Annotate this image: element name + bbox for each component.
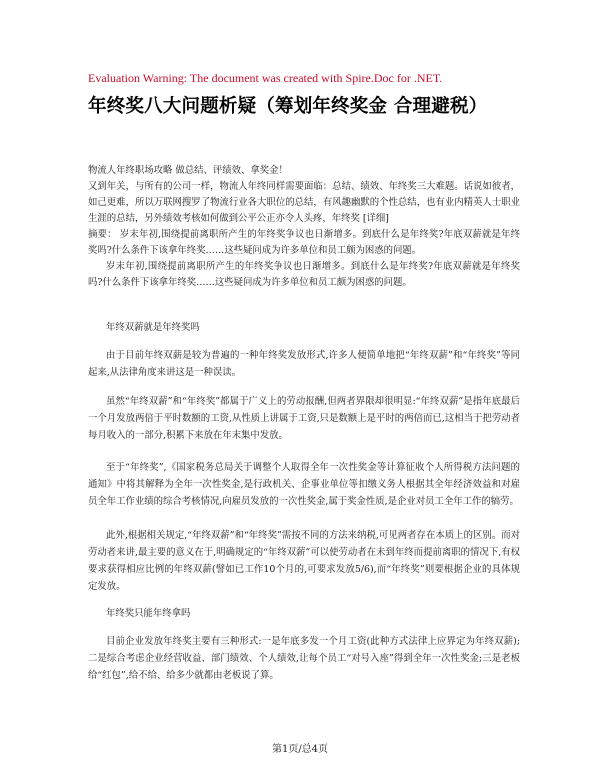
- intro-repeat-paragraph: 岁末年初,围绕提前离职所产生的年终奖争议也日渐增多。到底什么是年终奖?年底双薪就是年终奖吗?什么条件下该拿年终奖……这些疑问成为许多单位和员工颇为困惑的问题。: [88, 261, 520, 288]
- section1-paragraph-2: 虽然“年终双薪”和“年终奖”都属于广义上的劳动报酬,但两者界限却很明显:“年终双薪”是指年底最后一个月发放两倍于平时数额的工资,从性质上讲属于工资,只是数额上是平时的两倍而已,这相当于把劳动者每月收入的一部分,积累下来放在年末集中发放。: [88, 396, 520, 441]
- abstract-paragraph: 摘要： 岁末年初,围绕提前离职所产生的年终奖争议也日渐增多。到底什么是年终奖?年底双薪就是年终奖吗?什么条件下该拿年终奖……这些疑问成为许多单位和员工颇为困惑的问题。: [88, 229, 520, 256]
- section1-paragraph-1: 由于目前年终双薪是较为普遍的一种年终奖发放形式,许多人便简单地把“年终双薪”和“年终奖”等同起来,从法律角度来讲这是一种误读。: [88, 350, 520, 378]
- intro-line-2: 又到年关，与所有的公司一样，物流人年终同样需要面临：总结、绩效、年终奖三大难题。话说如彼者，如己更难，所以万联网搜罗了物流行业各大职位的总结，有风趣幽默的个性总结，也有业内精英人士职业生涯的总结，另外绩效考核如何做到公平公正亦令人头疼，年终奖 [详细]: [88, 181, 520, 224]
- intro-line-1: 物流人年终职场攻略 做总结、评绩效、拿奖金！: [88, 165, 288, 176]
- page-footer: 第1页/总4页: [271, 744, 329, 755]
- section1-paragraph-4: 此外,根据相关规定,“年终双薪”和“年终奖”需按不同的方法来纳税,可见两者存在本质上的区别。而对劳动者来讲,最主要的意义在于,明确规定的“年终双薪”可以使劳动者在未到年终而提前离职的情况下,有权要求获得相应比例的年终双薪(譬如已工作10个月的,可要求发放5/6),而“年终奖”则要根据企业的具体规定发放。: [88, 530, 520, 592]
- intro-block: [88, 163, 520, 291]
- section2-paragraph-1: 目前企业发放年终奖主要有三种形式:一是年底多发一个月工资(此种方式法律上应界定为年终双薪);二是综合考虑企业经营收益、部门绩效、个人绩效,让每个员工“对号入座”得到全年一次性奖金;三是老板给“红包”,给不给、给多少就都由老板说了算。: [88, 636, 520, 681]
- section-heading-1: 年终双薪就是年终奖吗: [106, 322, 200, 333]
- section-heading-2: 年终奖只能年终拿吗: [106, 608, 191, 619]
- document-title: 年终奖八大问题析疑（筹划年终奖金 合理避税）: [88, 96, 488, 117]
- evaluation-warning: Evaluation Warning: The document was created with Spire.Doc for .NET.: [88, 71, 443, 85]
- section1-paragraph-3: 至于“年终奖”,《国家税务总局关于调整个人取得全年一次性奖金等计算征收个人所得税方法问题的通知》中将其解释为全年一次性奖金,是行政机关、企事业单位等扣缴义务人根据其全年经济效益和对雇员全年工作业绩的综合考核情况,向雇员发放的一次性奖金,属于奖金性质,是企业对员工全年工作的犒劳。: [88, 462, 520, 507]
